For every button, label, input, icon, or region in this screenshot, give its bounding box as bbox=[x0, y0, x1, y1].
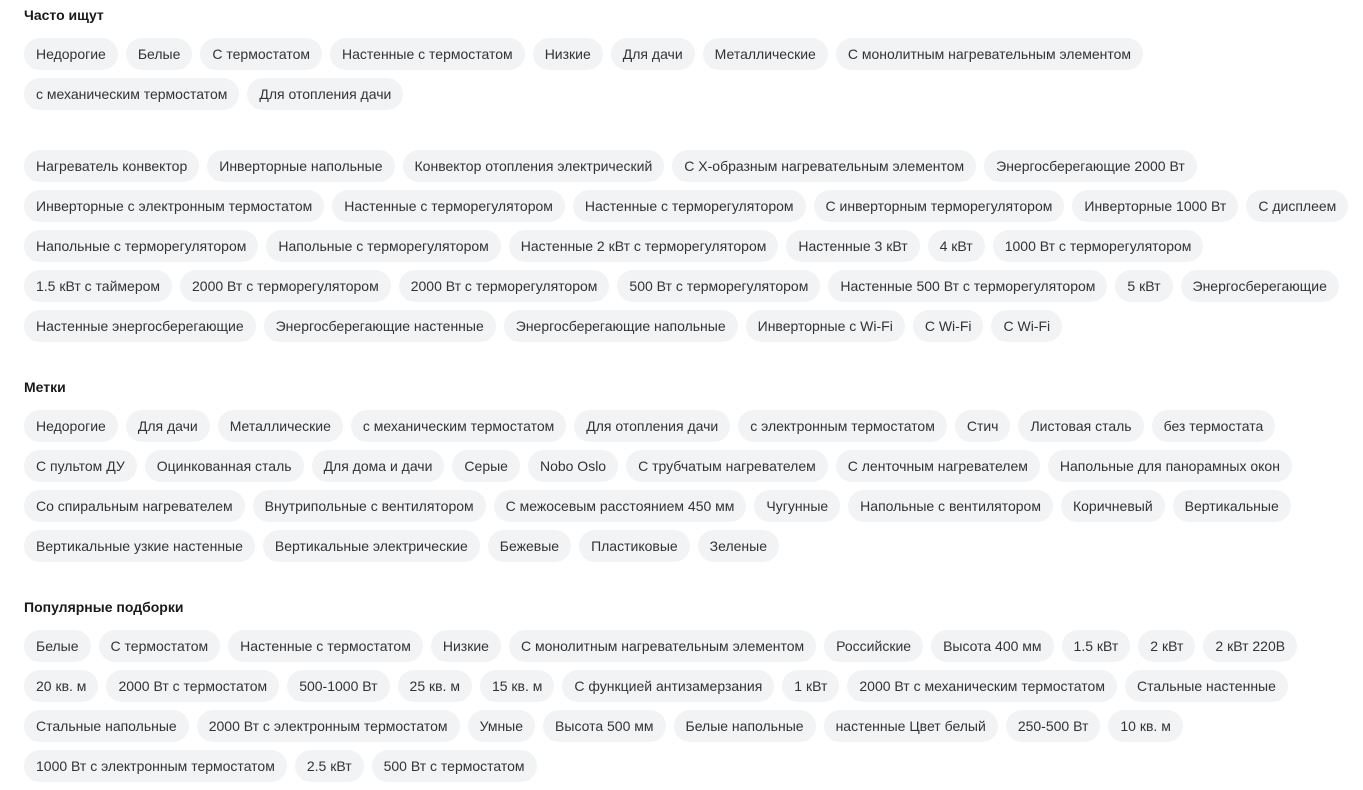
filter-chip[interactable]: С дисплеем bbox=[1246, 190, 1348, 222]
filter-chip[interactable]: Энергосберегающие напольные bbox=[504, 310, 738, 342]
filter-chip[interactable]: С термостатом bbox=[99, 630, 221, 662]
filter-chip[interactable]: Настенные с термостатом bbox=[228, 630, 423, 662]
filter-chip[interactable]: Чугунные bbox=[754, 490, 840, 522]
filter-chip[interactable]: Вертикальные электрические bbox=[263, 530, 480, 562]
filter-chip[interactable]: Настенные 2 кВт с терморегулятором bbox=[509, 230, 779, 262]
filter-chip[interactable]: С Wi-Fi bbox=[991, 310, 1062, 342]
filter-chip[interactable]: Стальные настенные bbox=[1125, 670, 1288, 702]
filter-chip[interactable]: 10 кв. м bbox=[1108, 710, 1182, 742]
filter-chip[interactable]: Белые bbox=[126, 38, 193, 70]
filter-chip[interactable]: С инверторным терморегулятором bbox=[814, 190, 1065, 222]
filter-chip[interactable]: 15 кв. м bbox=[480, 670, 554, 702]
filter-chip[interactable]: Конвектор отопления электрический bbox=[403, 150, 665, 182]
filter-chip[interactable]: С трубчатым нагревателем bbox=[626, 450, 828, 482]
popular-collections-chips bbox=[24, 630, 1363, 790]
filter-chip[interactable]: Инверторные 1000 Вт bbox=[1072, 190, 1238, 222]
filter-chip[interactable]: без термостата bbox=[1152, 410, 1276, 442]
filter-chip[interactable]: 500-1000 Вт bbox=[287, 670, 389, 702]
filter-chip[interactable]: с электронным термостатом bbox=[738, 410, 947, 442]
filter-chip[interactable]: Напольные с вентилятором bbox=[848, 490, 1053, 522]
filter-chip[interactable]: Инверторные с электронным термостатом bbox=[24, 190, 324, 222]
filter-chip[interactable]: Высота 500 мм bbox=[543, 710, 665, 742]
filter-chip[interactable]: Металлические bbox=[703, 38, 828, 70]
tags-section bbox=[24, 379, 1363, 570]
filter-chip[interactable]: С монолитным нагревательным элементом bbox=[509, 630, 816, 662]
filter-chip[interactable]: 25 кв. м bbox=[398, 670, 472, 702]
filter-chip[interactable]: Для отопления дачи bbox=[574, 410, 730, 442]
filter-chip[interactable]: С межосевым расстоянием 450 мм bbox=[494, 490, 747, 522]
filter-chip[interactable]: Инверторные с Wi-Fi bbox=[746, 310, 905, 342]
filter-chip[interactable]: Для отопления дачи bbox=[247, 78, 403, 110]
filter-chip[interactable]: Напольные с терморегулятором bbox=[266, 230, 500, 262]
filter-chip[interactable]: Энергосберегающие настенные bbox=[264, 310, 496, 342]
often-searched-chips bbox=[24, 38, 1363, 118]
filter-chip[interactable]: Листовая сталь bbox=[1018, 410, 1143, 442]
filter-chip[interactable]: Оцинкованная сталь bbox=[145, 450, 304, 482]
filter-chip[interactable]: 2000 Вт с терморегулятором bbox=[180, 270, 391, 302]
filter-chip[interactable]: Настенные 500 Вт с терморегулятором bbox=[828, 270, 1107, 302]
filter-chip[interactable]: Энергосберегающие 2000 Вт bbox=[984, 150, 1197, 182]
filter-chip[interactable]: Для дома и дачи bbox=[312, 450, 445, 482]
filter-chip[interactable]: С пультом ДУ bbox=[24, 450, 137, 482]
filter-chip[interactable]: Металлические bbox=[218, 410, 343, 442]
filter-chip[interactable]: Настенные с терморегулятором bbox=[573, 190, 806, 222]
filter-chip[interactable]: С монолитным нагревательным элементом bbox=[836, 38, 1143, 70]
often-searched-section bbox=[24, 0, 1363, 118]
filter-chip[interactable]: Низкие bbox=[431, 630, 501, 662]
filter-chip[interactable]: Умные bbox=[468, 710, 535, 742]
filter-chip[interactable]: Вертикальные узкие настенные bbox=[24, 530, 255, 562]
filter-chip[interactable]: Зеленые bbox=[698, 530, 779, 562]
filter-chip[interactable]: Коричневый bbox=[1061, 490, 1165, 522]
filter-chip[interactable]: Белые bbox=[24, 630, 91, 662]
filter-chip[interactable]: Внутрипольные с вентилятором bbox=[253, 490, 486, 522]
filter-chip[interactable]: Напольные для панорамных окон bbox=[1048, 450, 1292, 482]
filter-chip[interactable]: 2000 Вт с терморегулятором bbox=[399, 270, 610, 302]
filter-chip[interactable]: Недорогие bbox=[24, 38, 118, 70]
filter-chip[interactable]: 2000 Вт с электронным термостатом bbox=[197, 710, 460, 742]
filter-chip[interactable]: 2 кВт bbox=[1138, 630, 1195, 662]
filter-chip[interactable]: Энергосберегающие bbox=[1181, 270, 1339, 302]
filter-chip[interactable]: 2 кВт 220В bbox=[1203, 630, 1297, 662]
filter-chip[interactable]: Для дачи bbox=[611, 38, 695, 70]
filter-chip[interactable]: Nobo Oslo bbox=[528, 450, 618, 482]
tags-chips bbox=[24, 410, 1363, 570]
filter-chip[interactable]: 1 кВт bbox=[782, 670, 839, 702]
related-searches-section bbox=[24, 150, 1363, 350]
filter-chip[interactable]: Настенные 3 кВт bbox=[786, 230, 919, 262]
filter-chip[interactable]: С функцией антизамерзания bbox=[562, 670, 774, 702]
filter-chip[interactable]: Нагреватель конвектор bbox=[24, 150, 199, 182]
filter-chip[interactable]: 20 кв. м bbox=[24, 670, 98, 702]
filter-chip[interactable]: 2000 Вт с механическим термостатом bbox=[847, 670, 1117, 702]
filter-chip[interactable]: Высота 400 мм bbox=[931, 630, 1053, 662]
popular-collections-title: Популярные подборки bbox=[24, 599, 184, 615]
filter-chip[interactable]: 4 кВт bbox=[928, 230, 985, 262]
popular-collections-section bbox=[24, 599, 1363, 790]
filter-chip[interactable]: 250-500 Вт bbox=[1006, 710, 1101, 742]
filter-chip[interactable]: 1.5 кВт с таймером bbox=[24, 270, 172, 302]
filter-chip[interactable]: 500 Вт с терморегулятором bbox=[617, 270, 820, 302]
filter-chip[interactable]: с механическим термостатом bbox=[24, 78, 239, 110]
filter-chip[interactable]: Настенные с терморегулятором bbox=[332, 190, 565, 222]
filter-chip[interactable]: 5 кВт bbox=[1115, 270, 1172, 302]
filter-chip[interactable]: Белые напольные bbox=[674, 710, 816, 742]
filter-chip[interactable]: 2000 Вт с термостатом bbox=[106, 670, 279, 702]
filter-chip[interactable]: Бежевые bbox=[488, 530, 571, 562]
tags-title: Метки bbox=[24, 379, 66, 395]
filter-chip[interactable]: Стальные напольные bbox=[24, 710, 189, 742]
filter-chip[interactable]: Серые bbox=[452, 450, 520, 482]
filter-chip[interactable]: настенные Цвет белый bbox=[824, 710, 998, 742]
filter-chip[interactable]: Со спиральным нагревателем bbox=[24, 490, 245, 522]
filter-chip[interactable]: Напольные с терморегулятором bbox=[24, 230, 258, 262]
filter-chip[interactable]: с механическим термостатом bbox=[351, 410, 566, 442]
filter-chip[interactable]: 1000 Вт с электронным термостатом bbox=[24, 750, 287, 782]
filter-chip[interactable]: 1000 Вт с терморегулятором bbox=[993, 230, 1204, 262]
filter-chip[interactable]: 1.5 кВт bbox=[1062, 630, 1131, 662]
filter-chip[interactable]: Настенные с термостатом bbox=[330, 38, 525, 70]
filter-chip[interactable]: Российские bbox=[824, 630, 923, 662]
filter-chip[interactable]: С Х-образным нагревательным элементом bbox=[672, 150, 976, 182]
related-searches-chips bbox=[24, 150, 1363, 350]
filter-chip[interactable]: Для дачи bbox=[126, 410, 210, 442]
filter-chip[interactable]: Инверторные напольные bbox=[207, 150, 394, 182]
filter-chip[interactable]: Недорогие bbox=[24, 410, 118, 442]
filter-chip[interactable]: С ленточным нагревателем bbox=[836, 450, 1040, 482]
filter-chip[interactable]: 2.5 кВт bbox=[295, 750, 364, 782]
filter-chip[interactable]: С термостатом bbox=[200, 38, 322, 70]
filter-chip[interactable]: Низкие bbox=[533, 38, 603, 70]
filter-chip[interactable]: 500 Вт с термостатом bbox=[372, 750, 537, 782]
filter-chip[interactable]: Вертикальные bbox=[1173, 490, 1291, 522]
often-searched-title: Часто ищут bbox=[24, 7, 104, 23]
filter-chip[interactable]: Настенные энергосберегающие bbox=[24, 310, 256, 342]
filter-chip[interactable]: С Wi-Fi bbox=[913, 310, 984, 342]
filter-chip[interactable]: Стич bbox=[955, 410, 1011, 442]
filter-chip[interactable]: Пластиковые bbox=[579, 530, 690, 562]
